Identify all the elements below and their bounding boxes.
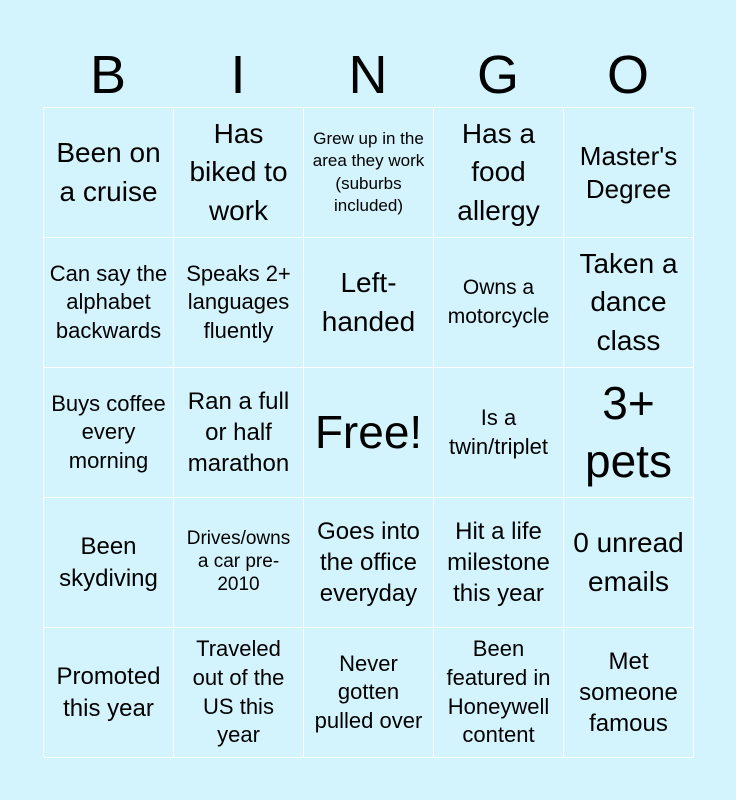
cell-label: Never gotten pulled over <box>314 650 423 733</box>
cell-label: Can say the alphabet backwards <box>49 260 168 343</box>
bingo-cell-r5-c2[interactable] <box>174 628 304 758</box>
bingo-cell-r2-c2[interactable] <box>174 238 304 368</box>
bingo-cell-r3-c2[interactable] <box>174 368 304 498</box>
cell-label: Is a twin/triplet <box>448 404 549 459</box>
bingo-cell-r3-c4[interactable] <box>434 368 564 498</box>
bingo-cell-r1-c5[interactable] <box>564 108 694 238</box>
bingo-cell-r3-c1[interactable] <box>44 368 174 498</box>
bingo-cell-r5-c5[interactable] <box>564 628 694 758</box>
bingo-cell-r5-c3[interactable] <box>304 628 434 758</box>
free-space-label: Free! <box>314 405 423 458</box>
bingo-cell-r2-c5[interactable] <box>564 238 694 368</box>
bingo-cell-r4-c4[interactable] <box>434 498 564 628</box>
cell-label: 3+ pets <box>585 377 672 487</box>
cell-label: 0 unread emails <box>573 526 684 597</box>
cell-label: Owns a motorcycle <box>447 275 550 328</box>
cell-label: Met someone famous <box>579 647 678 738</box>
bingo-cell-r4-c1[interactable] <box>44 498 174 628</box>
bingo-cell-r2-c4[interactable] <box>434 238 564 368</box>
cell-label: Hit a life milestone this year <box>447 517 550 608</box>
bingo-header <box>43 44 693 106</box>
cell-label: Master's Degree <box>579 141 678 204</box>
bingo-cell-r1-c3[interactable] <box>304 108 434 238</box>
bingo-cell-r5-c4[interactable] <box>434 628 564 758</box>
header-letter-o: O <box>606 45 649 105</box>
cell-label: Been skydiving <box>59 533 158 592</box>
cell-label: Been featured in Honeywell content <box>446 636 551 748</box>
cell-label: Speaks 2+ languages fluently <box>186 260 291 343</box>
cell-label: Drives/owns a car pre-2010 <box>186 528 291 595</box>
bingo-cell-r1-c1[interactable] <box>44 108 174 238</box>
cell-label: Buys coffee every morning <box>51 390 166 473</box>
cell-label: Goes into the office everyday <box>317 517 420 608</box>
bingo-cell-r2-c1[interactable] <box>44 238 174 368</box>
cell-label: Traveled out of the US this year <box>192 636 285 748</box>
bingo-cell-r4-c5[interactable] <box>564 498 694 628</box>
bingo-cell-r4-c2[interactable] <box>174 498 304 628</box>
bingo-cell-free-space[interactable] <box>304 368 434 498</box>
bingo-cell-r2-c3[interactable] <box>304 238 434 368</box>
cell-label: Taken a dance class <box>579 247 678 356</box>
cell-label: Grew up in the area they work (suburbs included) <box>312 129 425 215</box>
header-letter-i: I <box>230 45 246 105</box>
header-letter-g: G <box>476 45 519 105</box>
cell-label: Has biked to work <box>189 117 288 226</box>
header-letter-n: N <box>348 45 388 105</box>
bingo-cell-r1-c2[interactable] <box>174 108 304 238</box>
cell-label: Promoted this year <box>56 663 161 722</box>
bingo-cell-r3-c5[interactable] <box>564 368 694 498</box>
cell-label: Has a food allergy <box>457 117 540 226</box>
cell-label: Left-handed <box>321 266 416 337</box>
header-letter-b: B <box>89 45 127 105</box>
bingo-board <box>43 107 694 757</box>
bingo-cell-r1-c4[interactable] <box>434 108 564 238</box>
cell-label: Ran a full or half marathon <box>187 387 290 478</box>
cell-label: Been on a cruise <box>56 136 161 207</box>
bingo-cell-r5-c1[interactable] <box>44 628 174 758</box>
bingo-cell-r4-c3[interactable] <box>304 498 434 628</box>
